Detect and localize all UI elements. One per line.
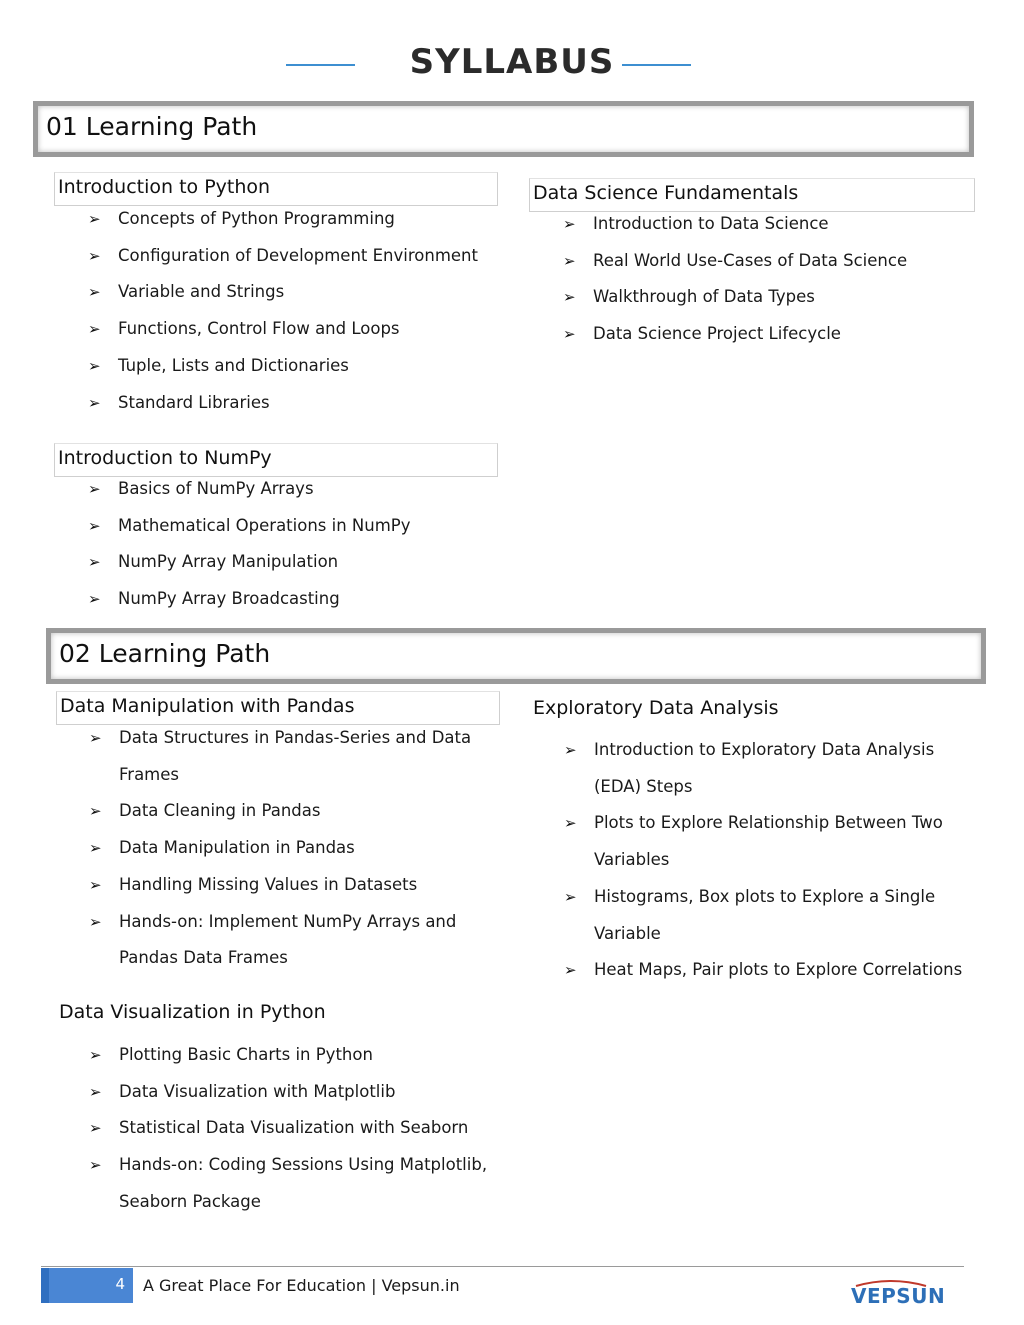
arrow-bullet-icon: ➢ [88, 516, 101, 535]
arrow-bullet-icon: ➢ [88, 393, 101, 412]
list-item: ➢ NumPy Array Broadcasting [88, 581, 498, 618]
list-item: ➢ Mathematical Operations in NumPy [88, 508, 498, 545]
page-title: SYLLABUS [409, 42, 615, 82]
arrow-bullet-icon: ➢ [564, 741, 577, 759]
list-item-continuation: Variable [594, 923, 661, 943]
section-title: Introduction to NumPy [58, 447, 272, 469]
arrow-bullet-icon: ➢ [563, 288, 576, 307]
list-item: ➢ Concepts of Python Programming [88, 201, 498, 238]
learning-path-2-label: 02 Learning Path [59, 639, 271, 668]
list-item: ➢ Plotting Basic Charts in Python [89, 1037, 500, 1074]
list-item: ➢ Data Visualization with Matplotlib [89, 1074, 500, 1111]
list-item-continuation: Variables [594, 850, 670, 870]
section-title: Data Manipulation with Pandas [60, 695, 355, 717]
header-right-rule [622, 64, 691, 66]
section-heading-visualization [56, 998, 500, 1032]
arrow-bullet-icon: ➢ [89, 802, 102, 821]
list-item-continuation: Seaborn Package [119, 1191, 261, 1211]
list-item-continuation: (EDA) Steps [594, 776, 693, 796]
arrow-bullet-icon: ➢ [563, 251, 576, 270]
list-item: ➢ Plots to Explore Relationship Between Two [564, 805, 976, 842]
section-title: Exploratory Data Analysis [533, 697, 779, 719]
list-item: ➢ Hands-on: Implement NumPy Arrays and [89, 904, 500, 941]
list-item-continuation: Frames [119, 764, 180, 784]
arrow-bullet-icon: ➢ [88, 590, 101, 609]
list-item: ➢ Configuration of Development Environment [88, 238, 498, 275]
learning-path-2-banner [46, 628, 986, 684]
arrow-bullet-icon: ➢ [564, 814, 577, 833]
arrow-bullet-icon: ➢ [89, 1119, 102, 1138]
list-item: ➢ Walkthrough of Data Types [563, 279, 975, 316]
arrow-bullet-icon: ➢ [564, 887, 577, 906]
footer-rule [41, 1266, 964, 1267]
footer-text: A Great Place For Education | Vepsun.in [143, 1276, 460, 1295]
list-item: ➢ Real World Use-Cases of Data Science [563, 243, 975, 280]
arrow-bullet-icon: ➢ [89, 1082, 102, 1101]
arrow-bullet-icon: ➢ [88, 320, 101, 339]
arrow-bullet-icon: ➢ [88, 480, 101, 498]
list-eda [564, 732, 976, 989]
learning-path-1-banner [33, 101, 974, 157]
arrow-bullet-icon: ➢ [89, 912, 102, 931]
list-item: ➢ Standard Libraries [88, 385, 498, 422]
arrow-bullet-icon: ➢ [88, 210, 101, 228]
list-item-continuation: Pandas Data Frames [119, 948, 288, 968]
arrow-bullet-icon: ➢ [89, 875, 102, 894]
arrow-bullet-icon: ➢ [89, 839, 102, 858]
list-item: ➢ Heat Maps, Pair plots to Explore Correlations [564, 952, 976, 989]
logo-text: VEPSUN [851, 1284, 946, 1308]
list-item: ➢ Functions, Control Flow and Loops [88, 311, 498, 348]
arrow-bullet-icon: ➢ [89, 729, 102, 747]
arrow-bullet-icon: ➢ [89, 1046, 102, 1064]
list-visualization [89, 1037, 500, 1221]
list-item: ➢ Data Structures in Pandas-Series and Data [89, 720, 500, 757]
section-title: Data Science Fundamentals [533, 182, 799, 204]
list-python [88, 201, 498, 421]
arrow-bullet-icon: ➢ [563, 325, 576, 344]
arrow-bullet-icon: ➢ [88, 246, 101, 265]
page-number-box [41, 1268, 133, 1303]
arrow-bullet-icon: ➢ [563, 215, 576, 233]
arrow-bullet-icon: ➢ [88, 283, 101, 302]
page-header [0, 40, 1024, 90]
section-title: Data Visualization in Python [59, 1001, 326, 1023]
list-item: ➢ Statistical Data Visualization with Seaborn [89, 1110, 500, 1147]
page-number: 4 [115, 1275, 125, 1293]
arrow-bullet-icon: ➢ [564, 961, 577, 980]
learning-path-1-label: 01 Learning Path [46, 112, 258, 141]
list-item: ➢ Data Science Project Lifecycle [563, 316, 975, 353]
list-item: ➢ Data Cleaning in Pandas [89, 793, 500, 830]
list-item: ➢ Basics of NumPy Arrays [88, 471, 498, 508]
list-item: ➢ NumPy Array Manipulation [88, 544, 498, 581]
list-ds-fundamentals [563, 206, 975, 353]
list-item: ➢ Histograms, Box plots to Explore a Single [564, 879, 976, 916]
vepsun-logo [846, 1278, 946, 1310]
arrow-bullet-icon: ➢ [88, 553, 101, 572]
list-pandas [89, 720, 500, 977]
list-item: ➢ Introduction to Exploratory Data Analysis [564, 732, 976, 769]
list-item: ➢ Handling Missing Values in Datasets [89, 867, 500, 904]
section-heading-eda [530, 694, 976, 728]
list-numpy [88, 471, 498, 618]
list-item: ➢ Introduction to Data Science [563, 206, 975, 243]
section-title: Introduction to Python [58, 176, 271, 198]
list-item: ➢ Variable and Strings [88, 274, 498, 311]
list-item: ➢ Data Manipulation in Pandas [89, 830, 500, 867]
arrow-bullet-icon: ➢ [89, 1156, 102, 1175]
arrow-bullet-icon: ➢ [88, 356, 101, 375]
list-item: ➢ Tuple, Lists and Dictionaries [88, 348, 498, 385]
list-item: ➢ Hands-on: Coding Sessions Using Matplotlib, [89, 1147, 500, 1184]
